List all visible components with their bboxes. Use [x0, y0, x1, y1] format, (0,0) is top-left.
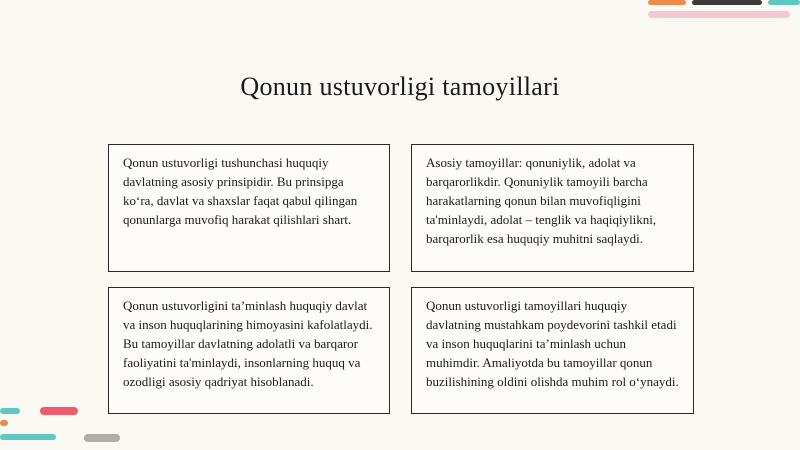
decor-bar-dark	[692, 0, 762, 5]
decor-bar-pink	[648, 11, 790, 18]
text-card-3	[108, 287, 390, 414]
decor-bar-orange	[648, 0, 686, 5]
decor-bar-gray	[84, 434, 120, 442]
text-card-2	[411, 144, 694, 272]
decor-bar-orange-left	[0, 420, 8, 426]
slide-title: Qonun ustuvorligi tamoyillari	[240, 72, 560, 101]
decor-bar-teal-left	[0, 408, 20, 414]
card-text: Qonun ustuvorligini ta’minlash huquqiy davlat va inson huquqlarining himoyasini kafolatlaydi. Bu tamoyillar davlatning adolatli va barqaror faoliyatini ta'minlaydi, insonlarning huquq va ozodligi asosiy qadriyat hisoblanadi.	[123, 298, 373, 389]
card-text: Qonun ustuvorligi tushunchasi huquqiy davlatning asosiy prinsipidir. Bu prinsipga ko‘ra, davlat va shaxslar faqat qabul qilingan qonunlarga muvofiq harakat qilishlari shart.	[123, 155, 358, 227]
decor-bar-teal-top	[768, 0, 800, 5]
decor-bar-red	[40, 407, 78, 415]
card-text: Asosiy tamoyillar: qonuniylik, adolat va barqarorlikdir. Qonuniylik tamoyili barcha harakatlarning qonun bilan muvofiqligini ta'minlaydi, adolat – tenglik va haqiqiylikni, barqarorlik esa huquqiy muhitni saqlaydi.	[426, 155, 657, 246]
decor-bar-teal-bottom	[0, 434, 56, 440]
card-text: Qonun ustuvorligi tamoyillari huquqiy davlatning mustahkam poydevorini tashkil etadi va inson huquqlarini ta’minlash uchun muhimdir. Amaliyotda bu tamoyillar qonun buzilishining oldini olishda muhim rol o‘ynaydi.	[426, 298, 679, 389]
text-card-4	[411, 287, 694, 414]
text-card-1	[108, 144, 390, 272]
